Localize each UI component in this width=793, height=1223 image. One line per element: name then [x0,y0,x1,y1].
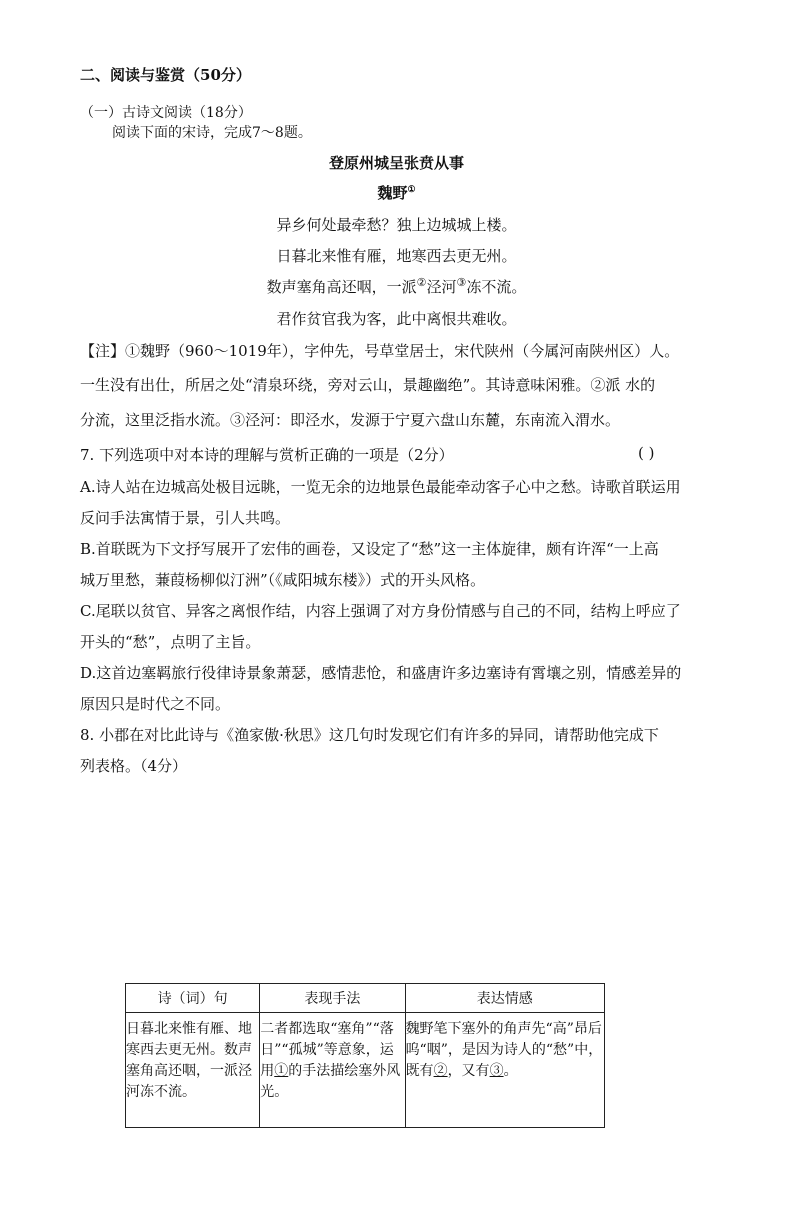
table-header: 表现手法 [260,984,405,1013]
cell-text: 二者都选取“塞角”“落日”“孤城”等意象，运用 [260,1021,394,1079]
cell-text: ，又有 [447,1063,490,1079]
poem-line-3-part: 冻不流。 [466,278,527,296]
answer-blank: ( ) [638,444,655,462]
option-d-line-1: D.这首边塞羁旅行役律诗景象萧瑟，感情悲怆，和盛唐许多边塞诗有霄壤之别，情感差异的 [80,664,682,682]
subsection-title: （一）古诗文阅读（18分） [80,105,252,121]
option-a-line-2: 反问手法寓情于景，引人共鸣。 [80,509,291,527]
table-cell-emotion [405,1013,604,1128]
poem-line-2: 日暮北来惟有雁，地寒西去更无州。 [276,247,517,265]
poem-line-3 [0,276,793,297]
table-cell-poem-lines: 日暮北来惟有雁、地寒西去更无州。数声塞角高还咽，一派泾河冻不流。 [126,1013,260,1128]
fill-blank-1[interactable]: ① [274,1063,289,1079]
table-header: 诗（词）句 [126,984,260,1013]
option-c-line-2: 开头的“愁”，点明了主旨。 [80,633,261,651]
option-a-line-1: A.诗人站在边城高处极目远眺，一览无余的边地景色最能牵动客子心中之愁。诗歌首联运用 [80,478,681,496]
cell-text: 。 [503,1063,518,1079]
footnote-mark: ③ [456,276,467,289]
fill-blank-3[interactable]: ③ [489,1063,504,1079]
question-7-stem: 7. 下列选项中对本诗的理解与赏析正确的一项是（2分） [80,446,454,464]
table-row [126,1013,605,1128]
footnote-mark: ① [407,185,416,195]
footnote-mark: ② [416,276,427,289]
cell-text: 的手法描绘塞外风光。 [260,1063,401,1100]
cell-text: 魏野笔下塞外的角声先“高”昂后呜“咽”，是因为诗人的“愁”中，既有 [405,1021,603,1079]
poem-line-3-part: 泾河 [426,278,457,296]
table-header: 表达情感 [405,984,604,1013]
option-c-line-1: C.尾联以贫官、异客之离恨作结，内容上强调了对方身份情感与自己的不同，结构上呼应了 [80,602,681,620]
note-line-3: 分流，这里泛指水流。③泾河：即泾水，发源于宁夏六盘山东麓，东南流入渭水。 [80,411,621,429]
option-b-line-2: 城万里愁，蒹葭杨柳似汀洲”（《咸阳城东楼》）式的开头风格。 [80,571,486,589]
poem-author [0,182,793,203]
section-title: 二、阅读与鉴赏（50分） [80,66,251,84]
poem-title: 登原州城呈张贲从事 [328,154,464,172]
instruction: 阅读下面的宋诗，完成7～8题。 [112,125,312,141]
fill-blank-2[interactable]: ② [433,1063,448,1079]
answer-table [125,983,605,1128]
note-line-1: 【注】①魏野（960～1019年），字仲先，号草堂居士，宋代陕州（今属河南陕州区）人。 [80,342,680,360]
poem-line-4: 君作贫官我为客，此中离恨共难收。 [276,310,517,328]
table-header-row [126,984,605,1013]
poem-line-3-part: 数声塞角高还咽，一派 [266,278,417,296]
option-b-line-1: B.首联既为下文抒写展开了宏伟的画卷，又设定了“愁”这一主体旋律，颇有许浑“一上高 [80,540,659,558]
question-8-line-2: 列表格。（4分） [80,757,188,775]
note-line-2: 一生没有出仕，所居之处“清泉环绕，旁对云山，景趣幽绝”。其诗意味闲雅。②派 水的 [80,376,656,394]
poem-line-1: 异乡何处最牵愁？独上边城城上楼。 [276,216,517,234]
author-name: 魏野 [377,184,408,202]
table-cell-technique [260,1013,405,1128]
option-d-line-2: 原因只是时代之不同。 [80,695,231,713]
question-8-line-1: 8. 小郡在对比此诗与《渔家傲·秋思》这几句时发现它们有许多的异同，请帮助他完成下 [80,726,659,744]
